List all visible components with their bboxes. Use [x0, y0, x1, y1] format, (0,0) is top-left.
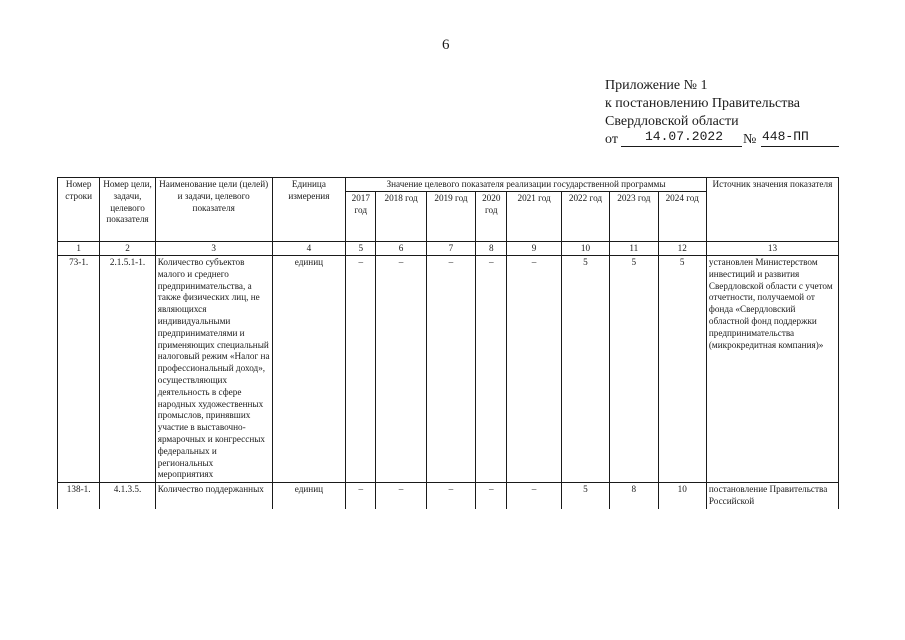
decree-number: 448-ПП [762, 129, 809, 144]
header-year: 2017 год [346, 192, 376, 242]
column-number: 2 [100, 242, 155, 256]
page-number: 6 [442, 37, 450, 53]
row-number: 138-1. [58, 483, 100, 509]
value-2018: – [376, 483, 426, 509]
signature-line [605, 129, 809, 149]
unit: единиц [272, 256, 346, 483]
header-year: 2022 год [561, 192, 609, 242]
appendix-block [605, 77, 809, 149]
header-year: 2020 год [476, 192, 507, 242]
header-year: 2024 год [658, 192, 706, 242]
value-2022: 5 [561, 483, 609, 509]
number-underline [761, 146, 839, 147]
table-row [58, 483, 839, 509]
column-number: 13 [706, 242, 838, 256]
column-number: 11 [610, 242, 658, 256]
date-underline [621, 146, 742, 147]
header-row [58, 178, 839, 192]
value-2021: – [507, 256, 561, 483]
header-year: 2019 год [426, 192, 475, 242]
table-row [58, 256, 839, 483]
column-number: 6 [376, 242, 426, 256]
column-number: 4 [272, 242, 346, 256]
row-number: 73-1. [58, 256, 100, 483]
value-2019: – [426, 256, 475, 483]
column-number-row [58, 242, 839, 256]
column-number: 12 [658, 242, 706, 256]
value-2023: 5 [610, 256, 658, 483]
appendix-line-3: Свердловской области [605, 114, 739, 129]
indicator-source: установлен Министерством инвестиций и развития Свердловской области с учетом отчетности, получаемой от фонда «Свердловский областной фонд поддержки предпринимательства (микрокредитная компания)» [706, 256, 838, 483]
value-2023: 8 [610, 483, 658, 509]
indicators-table [57, 177, 839, 509]
appendix-line-2: к постановлению Правительства [605, 96, 801, 111]
decree-date: 14.07.2022 [645, 129, 724, 144]
value-2021: – [507, 483, 561, 509]
value-2024: 5 [658, 256, 706, 483]
header-source: Источник значения показателя [706, 178, 838, 242]
column-number: 3 [155, 242, 272, 256]
value-2017: – [346, 256, 376, 483]
goal-number: 4.1.3.5. [100, 483, 155, 509]
from-label: от [605, 132, 618, 147]
header-goal-number: Номер цели, задачи, целевого показателя [100, 178, 155, 242]
goal-number: 2.1.5.1-1. [100, 256, 155, 483]
value-2020: – [476, 483, 507, 509]
header-unit: Единица измерения [272, 178, 346, 242]
header-year: 2023 год [610, 192, 658, 242]
header-values-group: Значение целевого показателя реализации государственной программы [346, 178, 707, 192]
value-2024: 10 [658, 483, 706, 509]
value-2022: 5 [561, 256, 609, 483]
number-label: № [743, 132, 757, 147]
value-2020: – [476, 256, 507, 483]
header-row-number: Номер строки [58, 178, 100, 242]
appendix-title: Приложение № 1 [605, 78, 708, 93]
indicator-name: Количество поддержанных [155, 483, 272, 509]
column-number: 1 [58, 242, 100, 256]
column-number: 10 [561, 242, 609, 256]
indicator-source: постановление Правительства Российской [706, 483, 838, 509]
unit: единиц [272, 483, 346, 509]
column-number: 5 [346, 242, 376, 256]
indicator-name: Количество субъектов малого и среднего предпринимательства, а также физических лиц, не являющихся индивидуальными предпринимателями и применяющих специальный налоговый режим «Налог на профессиональный доход», осуществляющих деятельность в сфере народных художественных промыслов, принявших участие в выставочно-ярмарочных и конгрессных федеральных и региональных мероприятиях [155, 256, 272, 483]
value-2018: – [376, 256, 426, 483]
header-name: Наименование цели (целей) и задачи, целевого показателя [155, 178, 272, 242]
header-year: 2021 год [507, 192, 561, 242]
column-number: 7 [426, 242, 475, 256]
header-year: 2018 год [376, 192, 426, 242]
value-2019: – [426, 483, 475, 509]
column-number: 9 [507, 242, 561, 256]
column-number: 8 [476, 242, 507, 256]
value-2017: – [346, 483, 376, 509]
